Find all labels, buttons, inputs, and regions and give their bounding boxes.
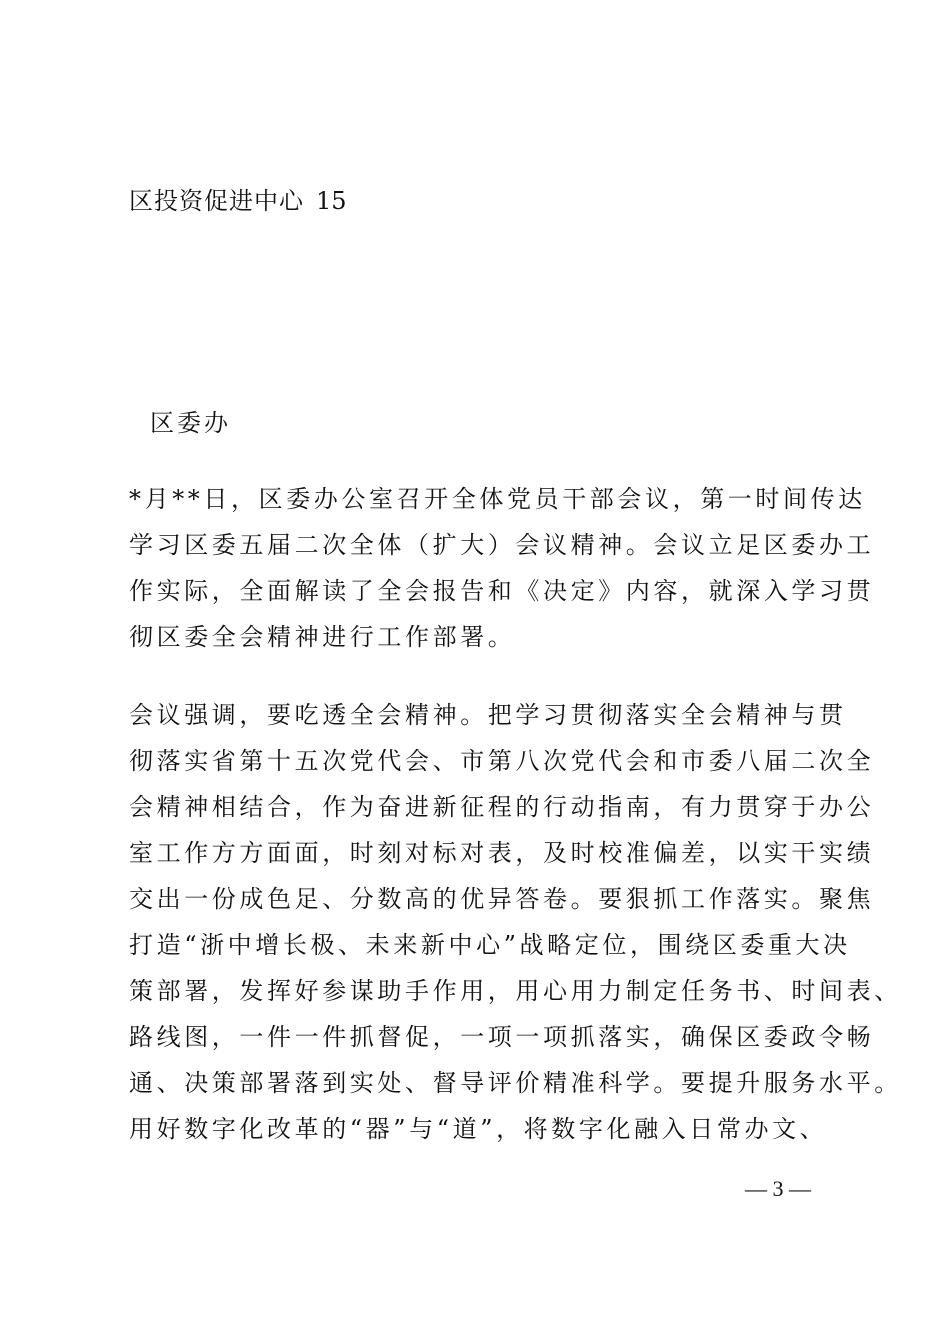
unit-number: 15 [316,187,347,215]
unit-heading [129,186,347,216]
paragraph-2-line-8: 路线图，一件一件抓督促，一项一项抓落实，确保区委政令畅 [129,1023,875,1051]
paragraph-1-line-4: 彻区委全会精神进行工作部署。 [129,623,516,651]
paragraph-2-line-7: 策部署，发挥好参谋助手作用，用心用力制定任务书、时间表、 [129,977,902,1005]
paragraph-2-line-9: 通、决策部署落到实处、督导评价精准科学。要提升服务水平。 [129,1069,902,1097]
unit-name: 区投资促进中心 [129,187,304,215]
paragraph-2-line-6: 打造“浙中增长极、未来新中心”战略定位，围绕区委重大决 [129,931,851,959]
paragraph-1-line-1: *月**日，区委办公室召开全体党员干部会议，第一时间传达 [129,485,866,513]
page-number: — 3 — [745,1176,811,1201]
paragraph-2-line-10: 用好数字化改革的“器”与“道”，将数字化融入日常办文、 [129,1115,828,1143]
paragraph-2-line-4: 室工作方方面面，时刻对标对表，及时校准偏差，以实干实绩 [129,839,875,867]
paragraph-2-line-1: 会议强调，要吃透全会精神。把学习贯彻落实全会精神与贯 [129,701,847,729]
paragraph-2-line-3: 会精神相结合，作为奋进新征程的行动指南，有力贯穿于办公 [129,793,875,821]
section-title: 区委办 [150,409,231,437]
paragraph-2-line-2: 彻落实省第十五次党代会、市第八次党代会和市委八届二次全 [129,747,875,775]
paragraph-2-line-5: 交出一份成色足、分数高的优异答卷。要狠抓工作落实。聚焦 [129,885,875,913]
paragraph-1-line-3: 作实际，全面解读了全会报告和《决定》内容，就深入学习贯 [129,577,875,605]
paragraph-1-line-2: 学习区委五届二次全体（扩大）会议精神。会议立足区委办工 [129,531,875,559]
